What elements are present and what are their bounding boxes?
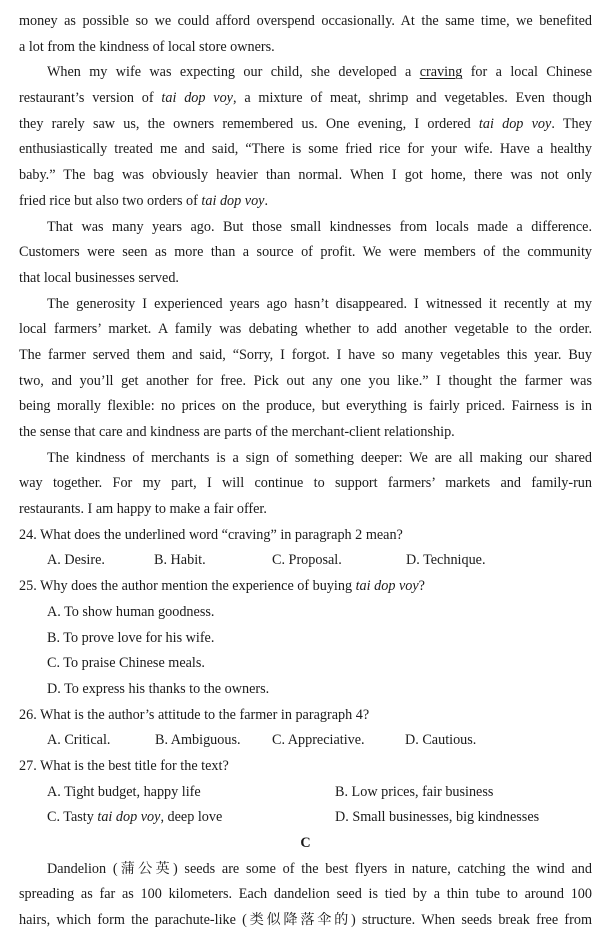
- underlined-word: craving: [419, 64, 463, 81]
- option-d[interactable]: D. Cautious.: [405, 732, 477, 749]
- passage-line: The generosity I experienced years ago hasn’t disappeared. I witnessed it recently at my: [47, 295, 592, 312]
- passage-line: hairs, which form the parachute-like (类似降落伞的) structure. When seeds break free from: [19, 912, 592, 929]
- question-number: 26.: [19, 706, 37, 723]
- question-number: 24.: [19, 526, 37, 543]
- passage-line: That was many years ago. But those small kindnesses from locals made a difference.: [47, 218, 592, 235]
- question-24-stem: [19, 523, 592, 549]
- italic-term: tai dop voy: [161, 90, 233, 107]
- question-27-options-row-2: [19, 805, 592, 831]
- text: , a mixture of meat, shrimp and vegetables. Even though: [232, 90, 592, 107]
- option-c[interactable]: C. Appreciative.: [272, 732, 365, 749]
- question-27-options-row-1: [19, 780, 592, 806]
- text: When my wife was expecting our child, she developed a: [47, 64, 420, 81]
- option-b[interactable]: B. Ambiguous.: [155, 732, 241, 749]
- question-24-options: [19, 548, 592, 574]
- passage-line: two, and you’ll get another for free. Pick out any one you like.” I thought the farmer was: [19, 372, 592, 389]
- passage-line: baby.” The bag was obviously heavier than normal. When I got home, there was not only: [19, 167, 592, 184]
- option-a[interactable]: A. Critical.: [47, 732, 111, 749]
- passage-line: Customers were seen as more than a source of profit. We were members of the community: [19, 244, 592, 261]
- option-d[interactable]: D. Technique.: [406, 552, 486, 569]
- italic-term: tai dop voy: [97, 809, 161, 826]
- option-b[interactable]: B. Habit.: [154, 552, 206, 569]
- text: . They: [551, 115, 592, 132]
- passage-line: Dandelion (蒲公英) seeds are some of the best flyers in nature, catching the wind and: [47, 860, 592, 877]
- passage-line: way together. For my part, I will continue to support farmers’ markets and family-run: [19, 475, 592, 492]
- option-b[interactable]: B. To prove love for his wife.: [47, 629, 215, 646]
- question-text: What is the author’s attitude to the farmer in paragraph 4?: [40, 706, 370, 723]
- option-d[interactable]: D. To express his thanks to the owners.: [47, 680, 270, 697]
- passage-line: the sense that care and kindness are parts of the merchant-client relationship.: [19, 424, 455, 440]
- question-text: What is the best title for the text?: [40, 757, 229, 774]
- option-a[interactable]: A. To show human goodness.: [47, 603, 215, 620]
- question-number: 25.: [19, 578, 37, 595]
- text: they rarely saw us, the owners remembered us. One evening, I ordered: [19, 115, 479, 132]
- passage-line: spreading as far as 100 kilometers. Each dandelion seed is tied by a thin tube to around 100: [19, 886, 592, 903]
- passage-line: The kindness of merchants is a sign of something deeper: We are all making our shared: [47, 449, 592, 466]
- text: for a local Chinese: [462, 64, 593, 81]
- italic-term: tai dop voy: [201, 192, 265, 209]
- option-a[interactable]: A. Desire.: [47, 552, 105, 569]
- passage-line: [19, 86, 592, 112]
- text: .: [264, 192, 269, 209]
- passage-line: [19, 112, 592, 138]
- passage-line: [19, 189, 592, 215]
- question-25-stem: [19, 574, 592, 600]
- question-27-stem: [19, 754, 592, 780]
- passage-line: money as possible so we could afford overspend occasionally. At the same time, we benefited: [19, 13, 592, 29]
- text: fried rice but also two orders of: [19, 192, 202, 209]
- question-text: What does the underlined word “craving” in paragraph 2 mean?: [40, 526, 403, 543]
- section-heading: C: [300, 835, 311, 851]
- option-c[interactable]: C. To praise Chinese meals.: [47, 655, 205, 672]
- option-text: , deep love: [160, 809, 223, 826]
- passage-line: being morally flexible: no prices on the produce, but everything is fairly priced. Fairness is in: [19, 398, 592, 415]
- text: restaurant’s version of: [19, 90, 162, 107]
- option-d[interactable]: D. Small businesses, big kindnesses: [335, 809, 540, 826]
- question-26-options: [19, 728, 592, 754]
- question-text: Why does the author mention the experience of buying: [40, 578, 356, 595]
- option-c[interactable]: C. Proposal.: [272, 552, 342, 569]
- passage-line: enthusiastically treated me and said, “There is some fried rice for your wife. Have a healthy: [19, 141, 592, 158]
- option-b[interactable]: B. Low prices, fair business: [335, 783, 494, 800]
- passage-line: a lot from the kindness of local store owners.: [19, 38, 275, 55]
- option-text: C. Tasty: [47, 809, 98, 826]
- question-26-stem: [19, 703, 592, 729]
- passage-line: local farmers’ market. A family was debating whether to add another vegetable to the order.: [19, 321, 592, 338]
- passage-line: The farmer served them and said, “Sorry, I forgot. I have so many vegetables this year. Buy: [19, 346, 592, 363]
- option-c[interactable]: [47, 805, 335, 831]
- italic-term: tai dop voy: [478, 115, 552, 132]
- passage-line: that local businesses served.: [19, 269, 179, 286]
- question-number: 27.: [19, 757, 37, 774]
- italic-term: tai dop voy: [355, 578, 419, 595]
- passage-line: [19, 60, 592, 86]
- question-text: ?: [418, 578, 425, 595]
- exam-page: [19, 9, 592, 934]
- option-a[interactable]: A. Tight budget, happy life: [47, 783, 201, 800]
- passage-line: restaurants. I am happy to make a fair offer.: [19, 501, 267, 518]
